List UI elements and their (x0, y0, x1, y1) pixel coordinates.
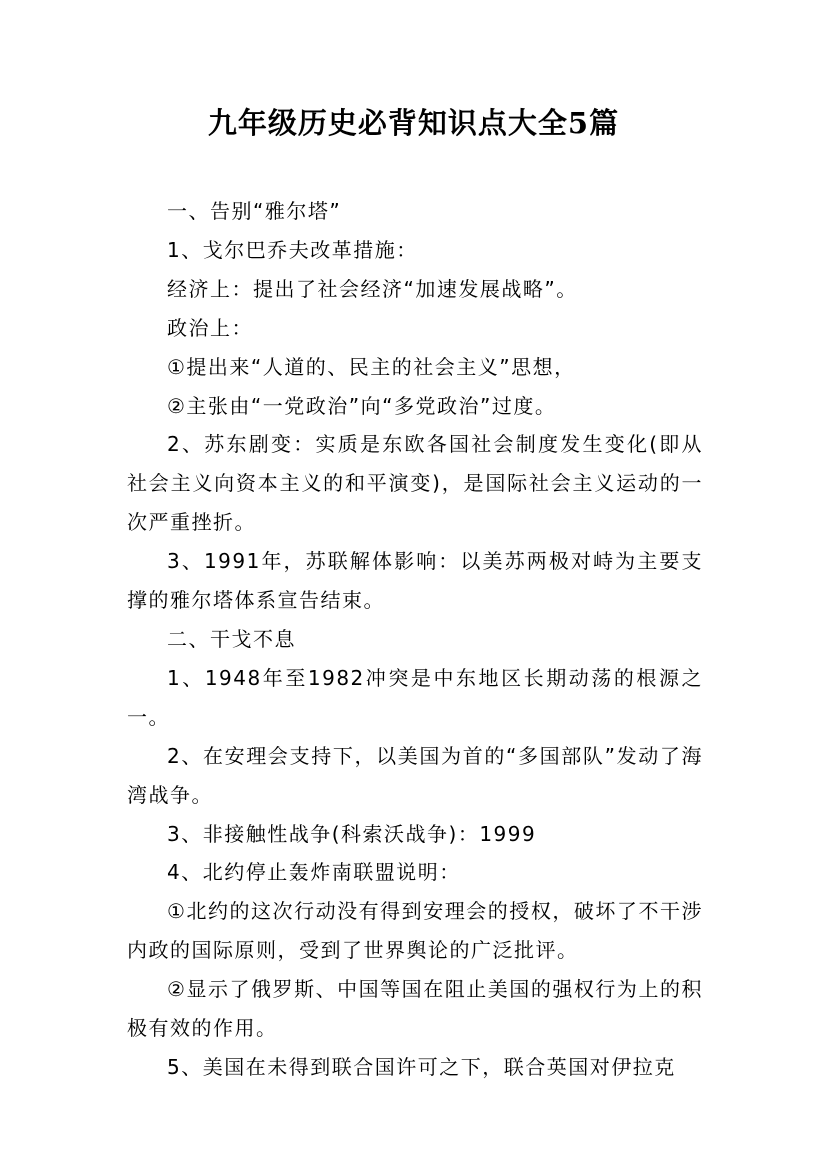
paragraph: 政治上： (167, 315, 253, 340)
paragraph: ②主张由“一党政治”向“多党政治”过度。 (167, 393, 557, 418)
paragraph: 经济上：提出了社会经济“加速发展战略”。 (167, 276, 578, 301)
paragraph: 1、1948年至1982冲突是中东地区长期动荡的根源之一。 (127, 665, 703, 729)
document-body (127, 192, 703, 1087)
paragraph: ②显示了俄罗斯、中国等国在阻止美国的强权行为上的积极有效的作用。 (127, 977, 703, 1041)
paragraph: 3、1991年，苏联解体影响：以美苏两极对峙为主要支撑的雅尔塔体系宣告结束。 (127, 549, 703, 613)
paragraph: 2、在安理会支持下，以美国为首的“多国部队”发动了海湾战争。 (127, 743, 703, 807)
document-title: 九年级历史必背知识点大全5篇 (207, 106, 620, 140)
paragraph: 2、苏东剧变：实质是东欧各国社会制度发生变化(即从社会主义向资本主义的和平演变)，是国际社会主义运动的一次严重挫折。 (127, 432, 703, 535)
paragraph: 4、北约停止轰炸南联盟说明： (167, 860, 461, 885)
paragraph: ①北约的这次行动没有得到安理会的授权，破坏了不干涉内政的国际原则，受到了世界舆论的广泛批评。 (127, 899, 703, 963)
paragraph: ①提出来“人道的、民主的社会主义”思想， (167, 354, 576, 379)
paragraph: 一、告别“雅尔塔” (167, 199, 342, 223)
paragraph: 1、戈尔巴乔夫改革措施： (167, 237, 418, 262)
paragraph: 5、美国在未得到联合国许可之下，联合英国对伊拉克 (167, 1054, 676, 1079)
paragraph: 二、干戈不息 (167, 626, 296, 651)
paragraph: 3、非接触性战争(科索沃战争)：1999 (167, 821, 537, 846)
